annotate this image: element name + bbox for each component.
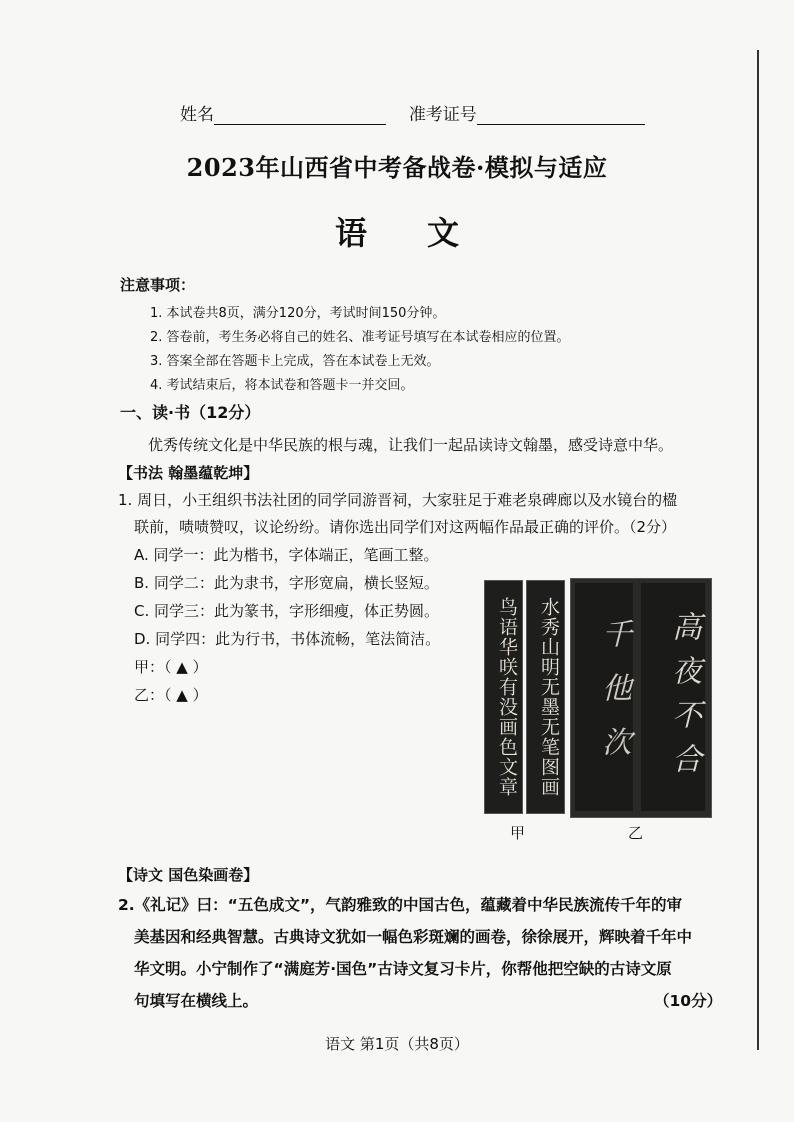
subject-title: 语文 — [334, 214, 519, 252]
note-item: 1. 本试卷共8页，满分120分，考试时间150分钟。 — [150, 306, 446, 321]
question-1-line: 1. 周日，小王组织书法社团的同学同游晋祠，大家驻足于难老泉碑廊以及水镜台的楹 — [118, 491, 678, 509]
id-blank[interactable] — [477, 106, 645, 125]
scroll-yi-text: 高夜不合 — [666, 611, 701, 787]
caption-jia: 甲 — [510, 824, 526, 842]
calligraphy-image — [484, 578, 710, 816]
name-blank[interactable] — [214, 106, 386, 125]
exam-title: 2023年山西省中考备战卷·模拟与适应 — [186, 153, 608, 182]
answer-yi[interactable]: 乙：（ ▲ ） — [134, 686, 208, 704]
part-heading-poetry: 【诗文 国色染画卷】 — [118, 866, 259, 884]
question-2-line: 华文明。小宁制作了“满庭芳·国色”古诗文复习卡片，你帮他把空缺的古诗文原 — [134, 960, 672, 978]
couplet-jia-right — [484, 580, 523, 814]
scroll-yi-text: 千他㳄 — [596, 618, 631, 780]
option-c: C. 同学三：此为篆书，字形细瘦，体正势圆。 — [134, 602, 440, 620]
binding-line — [757, 50, 759, 1050]
answer-jia[interactable]: 甲：（ ▲ ） — [134, 658, 208, 676]
section-heading: 一、读·书（12分） — [120, 403, 261, 422]
section-intro: 优秀传统文化是中华民族的根与魂，让我们一起品读诗文翰墨，感受诗意中华。 — [148, 436, 674, 454]
question-2-points: （10分） — [654, 992, 723, 1010]
name-label: 姓名 — [180, 105, 214, 125]
scroll-yi — [570, 578, 712, 818]
name-id-bar — [180, 100, 645, 125]
id-label: 准考证号 — [408, 105, 477, 125]
couplet-jia-left — [526, 580, 565, 814]
option-d: D. 同学四：此为行书，书体流畅，笔法简洁。 — [134, 630, 441, 648]
part-heading-calligraphy: 【书法 翰墨蕴乾坤】 — [118, 464, 259, 482]
question-2-line: 美基因和经典智慧。古典诗文犹如一幅色彩斑斓的画卷，徐徐展开，辉映着千年中 — [134, 928, 693, 946]
couplet-text: 鸟语华咲有没画色文章 — [496, 597, 518, 797]
option-b: B. 同学二：此为隶书，字形宽扁，横长竖短。 — [134, 574, 439, 592]
caption-yi: 乙 — [628, 824, 644, 842]
option-a: A. 同学一：此为楷书，字体端正，笔画工整。 — [134, 546, 439, 564]
page-footer: 语文 第1页（共8页） — [325, 1035, 469, 1053]
question-1-line: 联前，啧啧赞叹，议论纷纷。请你选出同学们对这两幅作品最正确的评价。（2分） — [134, 518, 677, 536]
note-item: 3. 答案全部在答题卡上完成，答在本试卷上无效。 — [150, 354, 440, 369]
question-2-line: 句填写在横线上。 — [134, 992, 259, 1010]
note-item: 4. 考试结束后，将本试卷和答题卡一并交回。 — [150, 378, 414, 393]
note-item: 2. 答卷前，考生务必将自己的姓名、准考证号填写在本试卷相应的位置。 — [150, 330, 570, 345]
notes-heading: 注意事项： — [120, 276, 196, 294]
question-2-line: 2.《礼记》曰：“五色成文”，气韵雅致的中国古色，蕴藏着中华民族流传千年的审 — [118, 896, 683, 914]
couplet-text: 水秀山明无墨无笔图画 — [538, 597, 560, 797]
